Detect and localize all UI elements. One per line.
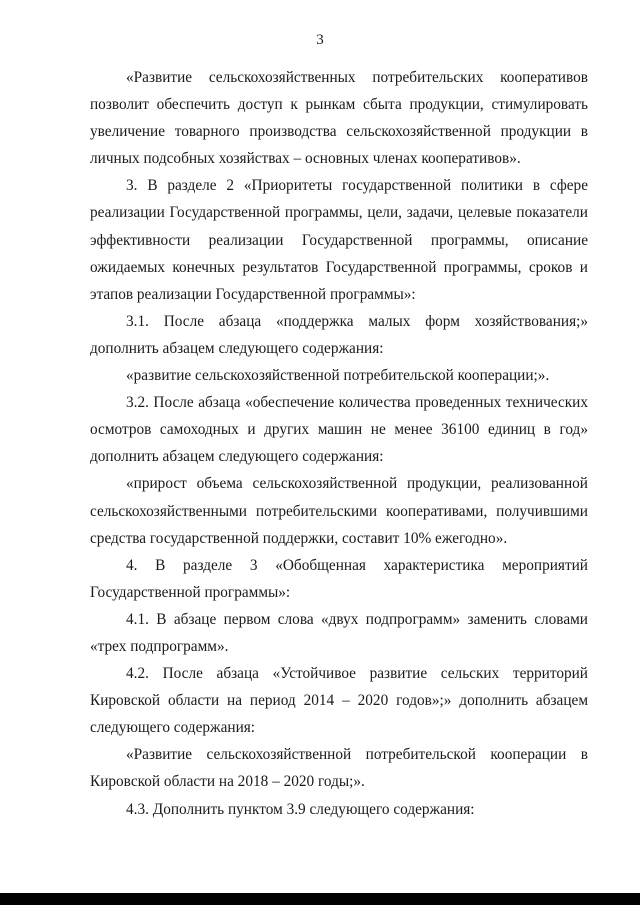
paragraph-3-2: 3.2. После абзаца «обеспечение количества проведенных технических осмотров самоходных и других машин не менее 36100 единиц в год» дополнить абзацем следующего содержания: xyxy=(90,394,588,466)
document-body xyxy=(90,64,588,823)
paragraph-quote-development: «Развитие сельскохозяйственных потребительских кооперативов позволит обеспечить доступ к рынкам сбыта продукции, стимулировать увеличение товарного производства сельскохозяйственной продукции в личных подсобных хозяйствах – основных членах кооперативов». xyxy=(90,69,588,168)
paragraph-3-1-insert: «развитие сельскохозяйственной потребительской кооперации;». xyxy=(126,367,550,385)
paragraph-4-3: 4.3. Дополнить пунктом 3.9 следующего содержания: xyxy=(126,800,475,818)
paragraph-section-3: 4. В разделе 3 «Обобщенная характеристика мероприятий Государственной программы»: xyxy=(90,556,588,601)
scan-bottom-edge xyxy=(0,893,640,905)
paragraph-3-1: 3.1. После абзаца «поддержка малых форм хозяйствования;» дополнить абзацем следующего содержания: xyxy=(90,312,588,357)
paragraph-3-2-insert: «прирост объема сельскохозяйственной продукции, реализованной сельскохозяйственными потребительскими кооперативами, получившими средства государственной поддержки, составит 10% ежегодно». xyxy=(90,475,588,547)
paragraph-4-1: 4.1. В абзаце первом слова «двух подпрограмм» заменить словами «трех подпрограмм». xyxy=(90,610,588,655)
paragraph-4-2: 4.2. После абзаца «Устойчивое развитие сельских территорий Кировской области на период 2014 – 2020 годов»;» дополнить абзацем следующего содержания: xyxy=(90,665,588,737)
page-number: 3 xyxy=(316,32,324,48)
paragraph-4-2-insert: «Развитие сельскохозяйственной потребительской кооперации в Кировской области на 2018 – 2020 годы;». xyxy=(90,746,588,791)
paragraph-section-2: 3. В разделе 2 «Приоритеты государственной политики в сфере реализации Государственной программы, цели, задачи, целевые показатели эффективности реализации Государственной программы, описание ожидаемых конечных результатов Государственной программы, сроков и этапов реализации Государственной программы»: xyxy=(90,177,588,303)
